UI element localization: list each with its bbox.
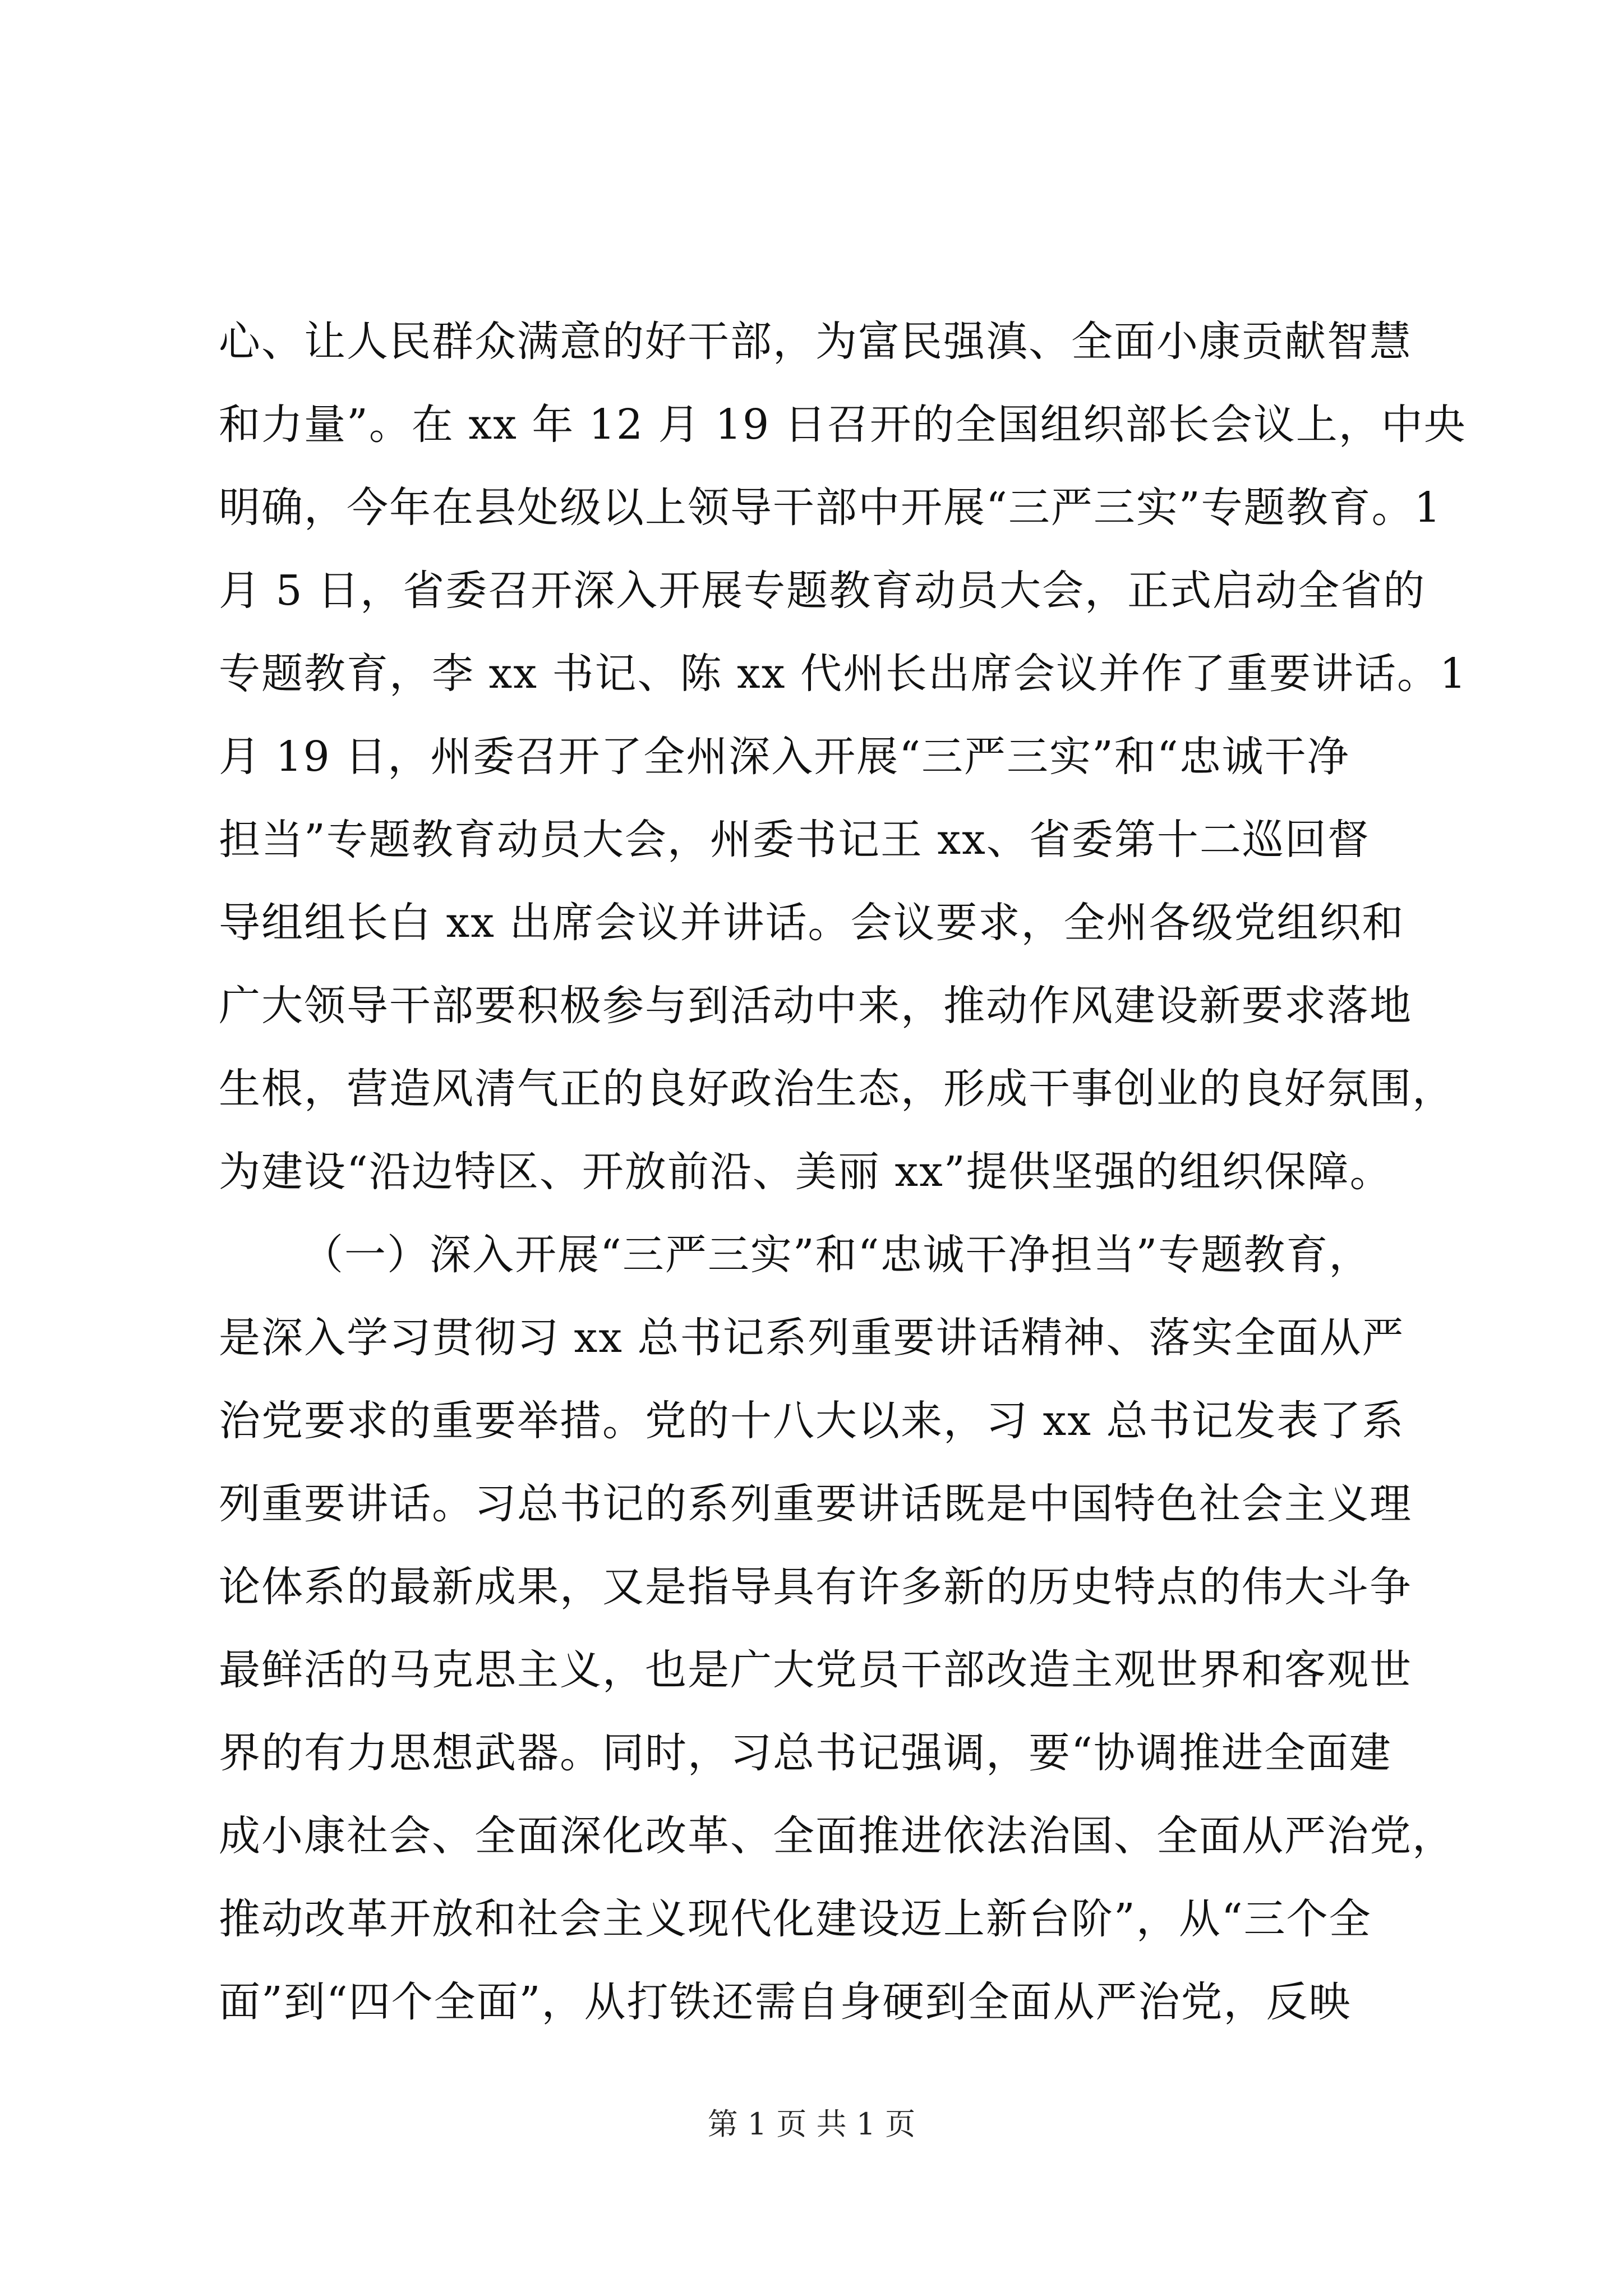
body-text: [219, 300, 1468, 2044]
text-line: 最鲜活的马克思主义，也是广大党员干部改造主观世界和客观世: [219, 1646, 1412, 1694]
page-footer: [0, 2106, 1623, 2142]
text-line: 成小康社会、全面深化改革、全面推进依法治国、全面从严治党，: [219, 1812, 1455, 1860]
text-line: 推动改革开放和社会主义现代化建设迈上新台阶”，从“三个全: [219, 1895, 1372, 1943]
text-line: 面”到“四个全面”，从打铁还需自身硬到全面从严治党，反映: [219, 1978, 1352, 2026]
text-line: 月 5 日，省委召开深入开展专题教育动员大会，正式启动全省的: [219, 567, 1426, 615]
text-line: 治党要求的重要举措。党的十八大以来，习 xx 总书记发表了系: [219, 1397, 1405, 1445]
text-line: 列重要讲话。习总书记的系列重要讲话既是中国特色社会主义理: [219, 1480, 1412, 1528]
text-line: 是深入学习贯彻习 xx 总书记系列重要讲话精神、落实全面从严: [219, 1314, 1405, 1362]
text-line: 月 19 日，州委召开了全州深入开展“三严三实”和“忠诚干净: [219, 733, 1350, 781]
text-line: 为建设“沿边特区、开放前沿、美丽 xx”提供坚强的组织保障。: [219, 1148, 1393, 1196]
text-line: 担当”专题教育动员大会，州委书记王 xx、省委第十二巡回督: [219, 816, 1370, 864]
text-line: 论体系的最新成果，又是指导具有许多新的历史特点的伟大斗争: [219, 1563, 1412, 1611]
page-number-label: 第 1 页 共 1 页: [707, 2106, 916, 2142]
text-line: 心、让人民群众满意的好干部，为富民强滇、全面小康贡献智慧: [219, 318, 1412, 366]
text-line: 界的有力思想武器。同时，习总书记强调，要“协调推进全面建: [219, 1729, 1392, 1777]
text-line: 广大领导干部要积极参与到活动中来，推动作风建设新要求落地: [219, 982, 1412, 1030]
section-heading-line: （一）深入开展“三严三实”和“忠诚干净担当”专题教育，: [302, 1231, 1372, 1279]
text-line: 专题教育，李 xx 书记、陈 xx 代州长出席会议并作了重要讲话。1: [219, 650, 1468, 698]
text-line: 和力量”。在 xx 年 12 月 19 日召开的全国组织部长会议上，中央: [219, 401, 1467, 449]
text-line: 导组组长白 xx 出席会议并讲话。会议要求，全州各级党组织和: [219, 899, 1405, 947]
text-line: 明确，今年在县处级以上领导干部中开展“三严三实”专题教育。1: [219, 484, 1442, 532]
text-line: 生根，营造风清气正的良好政治生态，形成干事创业的良好氛围，: [219, 1065, 1455, 1113]
